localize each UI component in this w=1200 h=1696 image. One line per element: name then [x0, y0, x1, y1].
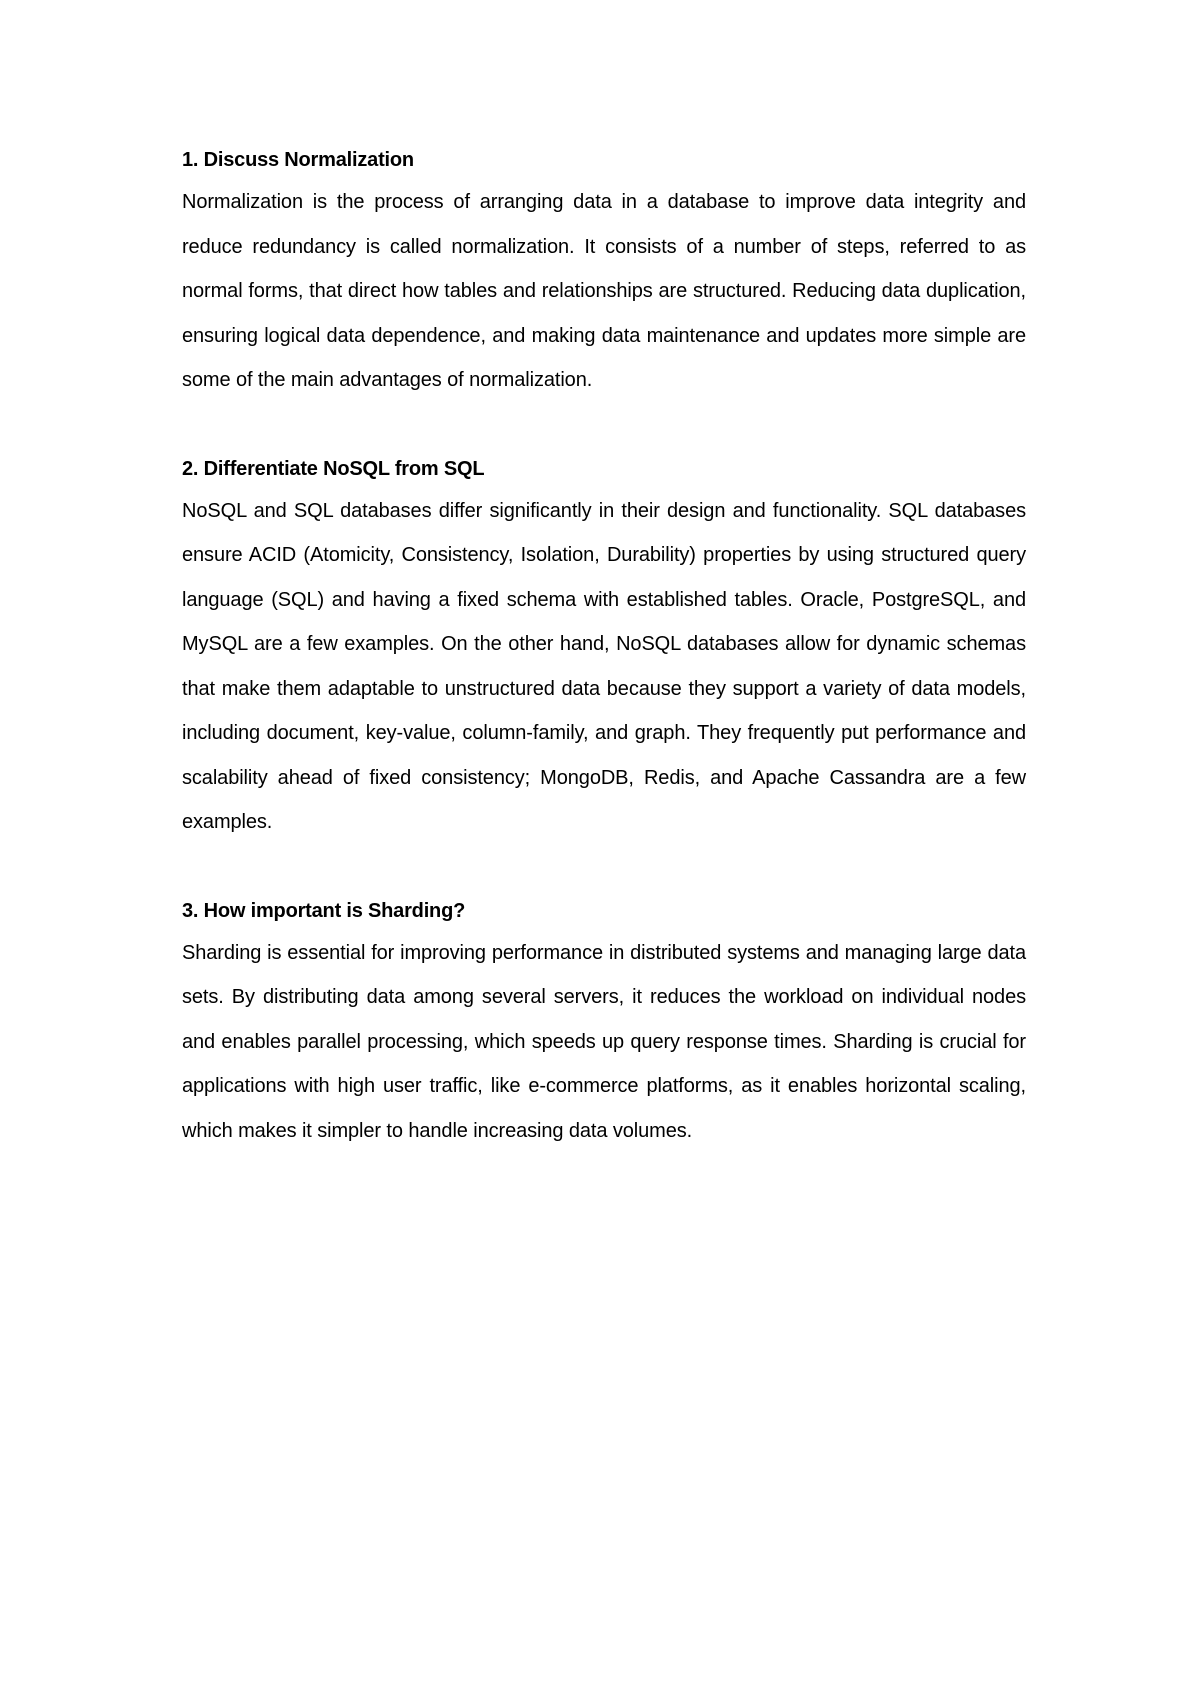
section-sharding: [182, 891, 1026, 1154]
section-spacer: [182, 845, 1026, 891]
section-normalization: [182, 140, 1026, 403]
section-body: NoSQL and SQL databases differ significantly in their design and functionality. SQL databases ensure ACID (Atomicity, Consistency, Isolation, Durability) properties by using structured query language (SQL) and having a fixed schema with established tables. Oracle, PostgreSQL, and MySQL are a few examples. On the other hand, NoSQL databases allow for dynamic schemas that make them adaptable to unstructured data because they support a variety of data models, including document, key-value, column-family, and graph. They frequently put performance and scalability ahead of fixed consistency; MongoDB, Redis, and Apache Cassandra are a few examples.: [182, 499, 1026, 833]
section-heading: 3. How important is Sharding?: [182, 899, 466, 922]
section-spacer: [182, 403, 1026, 449]
section-nosql-vs-sql: [182, 449, 1026, 845]
section-body: Normalization is the process of arranging data in a database to improve data integrity and reduce redundancy is called normalization. It consists of a number of steps, referred to as normal forms, that direct how tables and relationships are structured. Reducing data duplication, ensuring logical data dependence, and making data maintenance and updates more simple are some of the main advantages of normalization.: [182, 191, 1026, 391]
section-heading: 2. Differentiate NoSQL from SQL: [182, 457, 485, 480]
section-body: Sharding is essential for improving performance in distributed systems and managing large data sets. By distributing data among several servers, it reduces the workload on individual nodes and enables parallel processing, which speeds up query response times. Sharding is crucial for applications with high user traffic, like e-commerce platforms, as it enables horizontal scaling, which makes it simpler to handle increasing data volumes.: [182, 941, 1026, 1142]
document-content: [182, 140, 1026, 1153]
section-heading: 1. Discuss Normalization: [182, 149, 414, 171]
